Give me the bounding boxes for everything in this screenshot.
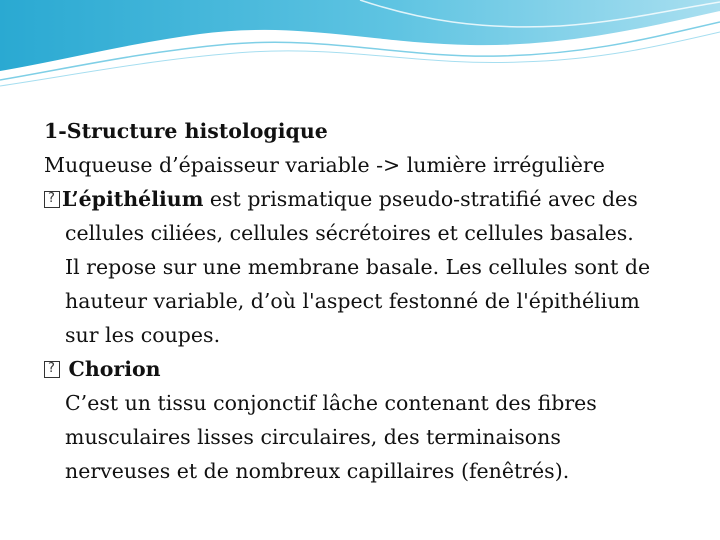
bullet-box-icon [44, 361, 60, 378]
epithelium-line-3: Il repose sur une membrane basale. Les cellules sont de [65, 255, 651, 279]
bullet-box-icon [44, 191, 60, 208]
slide-body [44, 114, 704, 488]
epithelium-line-1 [44, 182, 704, 216]
section-title: 1-Structure histologique [44, 119, 328, 143]
epithelium-line-4: hauteur variable, d’où l'aspect festonné de l'épithélium [65, 289, 640, 313]
subtitle-text: Muqueuse d’épaisseur variable -> lumière irrégulière [44, 153, 605, 177]
chorion-line-2: musculaires lisses circulaires, des terminaisons [65, 425, 561, 449]
epithelium-line-2: cellules ciliées, cellules sécrétoires et cellules basales. [65, 221, 634, 245]
chorion-line-3: nerveuses et de nombreux capillaires (fenêtrés). [65, 459, 570, 483]
epithelium-term: L’épithélium [62, 187, 204, 211]
epithelium-line-5: sur les coupes. [65, 323, 221, 347]
chorion-line-1: C’est un tissu conjonctif lâche contenant des fibres [65, 391, 597, 415]
chorion-heading [44, 352, 704, 386]
chorion-term: Chorion [68, 357, 161, 381]
epithelium-line-1-text: est prismatique pseudo-stratifié avec des [203, 187, 638, 211]
header-wave-decoration [0, 0, 720, 100]
